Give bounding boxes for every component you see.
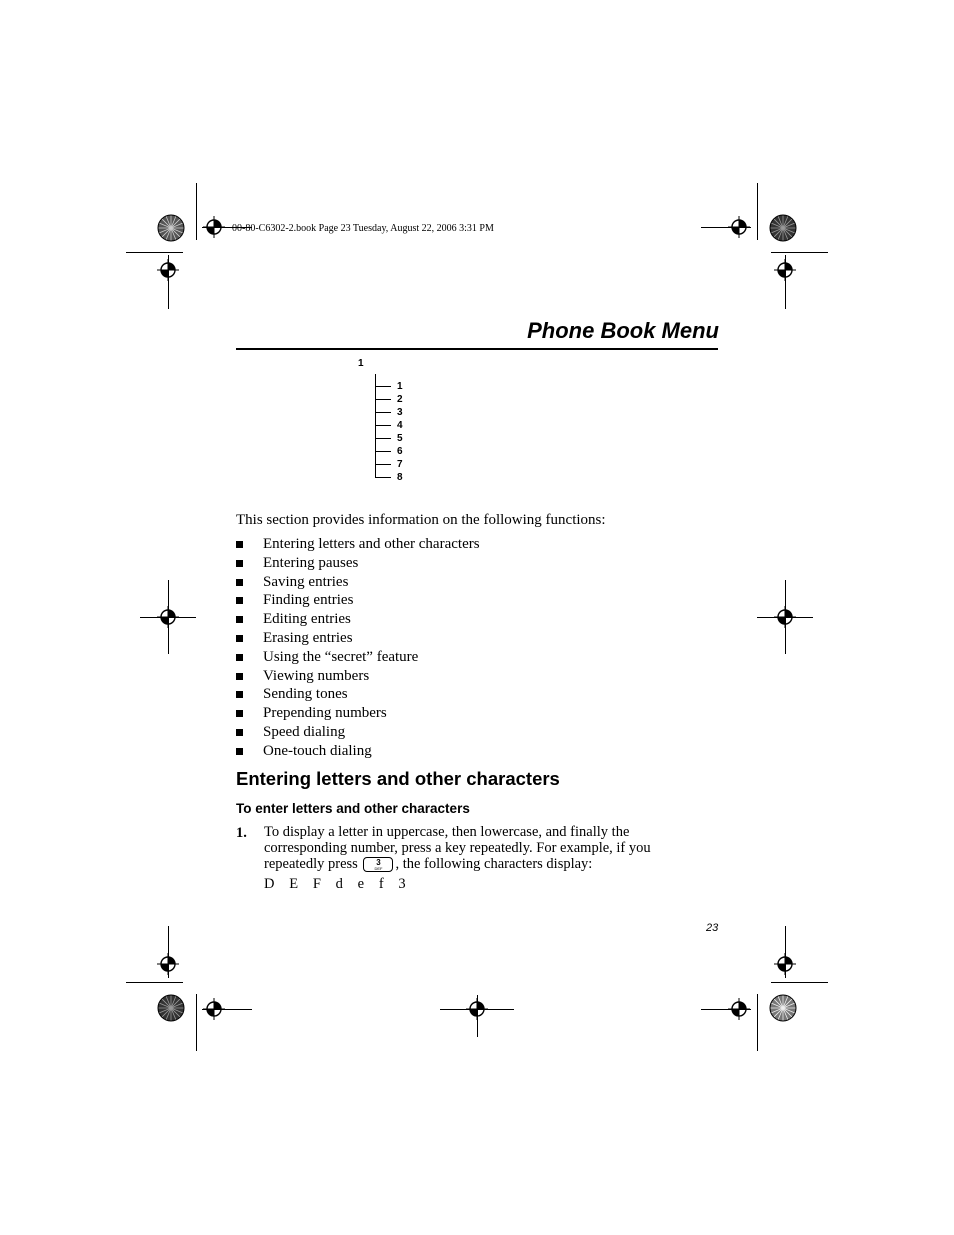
title-rule [236, 348, 718, 350]
menu-tree-item-number: 5 [397, 433, 403, 444]
list-item-label: Using the “secret” feature [263, 648, 419, 665]
list-item [236, 610, 716, 629]
step-number: 1. [236, 825, 247, 841]
menu-tree-item-number: 3 [397, 407, 403, 418]
menu-tree-item [375, 471, 435, 484]
list-item-label: Finding entries [263, 592, 354, 609]
menu-tree-item [375, 380, 435, 393]
bullet-icon [236, 541, 243, 548]
list-item-label: Sending tones [263, 686, 348, 703]
list-item-label: Erasing entries [263, 629, 353, 646]
list-item [236, 667, 716, 686]
crosshair-mark-icon [774, 606, 796, 628]
bullet-icon [236, 635, 243, 642]
starburst-mark-icon [769, 994, 797, 1022]
menu-tree-item [375, 458, 435, 471]
list-item [236, 685, 716, 704]
crosshair-mark-icon [774, 953, 796, 975]
character-sequence: D E F d e f 3 [264, 876, 407, 892]
list-item [236, 648, 716, 667]
list-item-label: Saving entries [263, 573, 349, 590]
section-heading: Entering letters and other characters [236, 768, 560, 789]
step-text-part: To display a letter in uppercase, then lowercase, and finally the corresponding number, press a key repeatedly. For example, if you repeatedly press [264, 824, 651, 872]
starburst-mark-icon [157, 214, 185, 242]
list-item-label: Editing entries [263, 611, 351, 628]
function-list [236, 535, 716, 761]
menu-tree-item-number: 7 [397, 459, 403, 470]
bullet-icon [236, 673, 243, 680]
list-item-label: One-touch dialing [263, 742, 372, 759]
crosshair-mark-icon [157, 606, 179, 628]
list-item [236, 573, 716, 592]
crop-line [196, 994, 197, 1051]
crosshair-mark-icon [774, 259, 796, 281]
bullet-icon [236, 729, 243, 736]
bullet-icon [236, 579, 243, 586]
list-item-label: Prepending numbers [263, 705, 387, 722]
crosshair-mark-icon [157, 953, 179, 975]
list-item [236, 629, 716, 648]
list-item [236, 723, 716, 742]
menu-tree-item-number: 1 [397, 381, 403, 392]
menu-tree-item [375, 445, 435, 458]
list-item [236, 554, 716, 573]
menu-tree-item-number: 6 [397, 446, 403, 457]
bullet-icon [236, 597, 243, 604]
key-letters: DEF [374, 865, 383, 871]
step-text-part: , the following characters display: [395, 855, 593, 872]
page-number: 23 [706, 922, 719, 934]
key-number: 3 [376, 857, 381, 867]
menu-tree-item-number: 8 [397, 472, 403, 483]
bullet-icon [236, 654, 243, 661]
crosshair-mark-icon [728, 998, 750, 1020]
menu-tree-root: 1 [358, 358, 364, 369]
phone-key-3-icon [363, 857, 393, 872]
crosshair-mark-icon [728, 216, 750, 238]
menu-tree-item [375, 393, 435, 406]
list-item-label: Speed dialing [263, 723, 346, 740]
step-text [264, 825, 714, 872]
bullet-icon [236, 616, 243, 623]
crop-line [126, 252, 183, 253]
menu-tree-item-number: 4 [397, 420, 403, 431]
book-info: 00-80-C6302-2.book Page 23 Tuesday, August 22, 2006 3:31 PM [232, 223, 494, 234]
list-item [236, 535, 716, 554]
bullet-icon [236, 748, 243, 755]
crosshair-mark-icon [203, 216, 225, 238]
crop-line [771, 252, 828, 253]
intro-text: This section provides information on the following functions: [236, 512, 606, 528]
starburst-mark-icon [157, 994, 185, 1022]
list-item-label: Viewing numbers [263, 667, 370, 684]
crosshair-mark-icon [157, 259, 179, 281]
menu-tree-item-number: 2 [397, 394, 403, 405]
list-item [236, 591, 716, 610]
crop-line [196, 183, 197, 240]
crop-line [757, 183, 758, 240]
crop-line [771, 982, 828, 983]
page-title: Phone Book Menu [527, 318, 719, 343]
crop-line [757, 994, 758, 1051]
crosshair-mark-icon [203, 998, 225, 1020]
starburst-mark-icon [769, 214, 797, 242]
list-item-label: Entering letters and other characters [263, 536, 480, 552]
menu-tree-item [375, 406, 435, 419]
menu-tree-item [375, 432, 435, 445]
crop-line [126, 982, 183, 983]
crosshair-mark-icon [466, 998, 488, 1020]
bullet-icon [236, 710, 243, 717]
menu-tree-item [375, 419, 435, 432]
bullet-icon [236, 691, 243, 698]
list-item-label: Entering pauses [263, 554, 359, 571]
bullet-icon [236, 560, 243, 567]
list-item [236, 704, 716, 723]
list-item [236, 742, 716, 761]
section-subheading: To enter letters and other characters [236, 801, 470, 816]
